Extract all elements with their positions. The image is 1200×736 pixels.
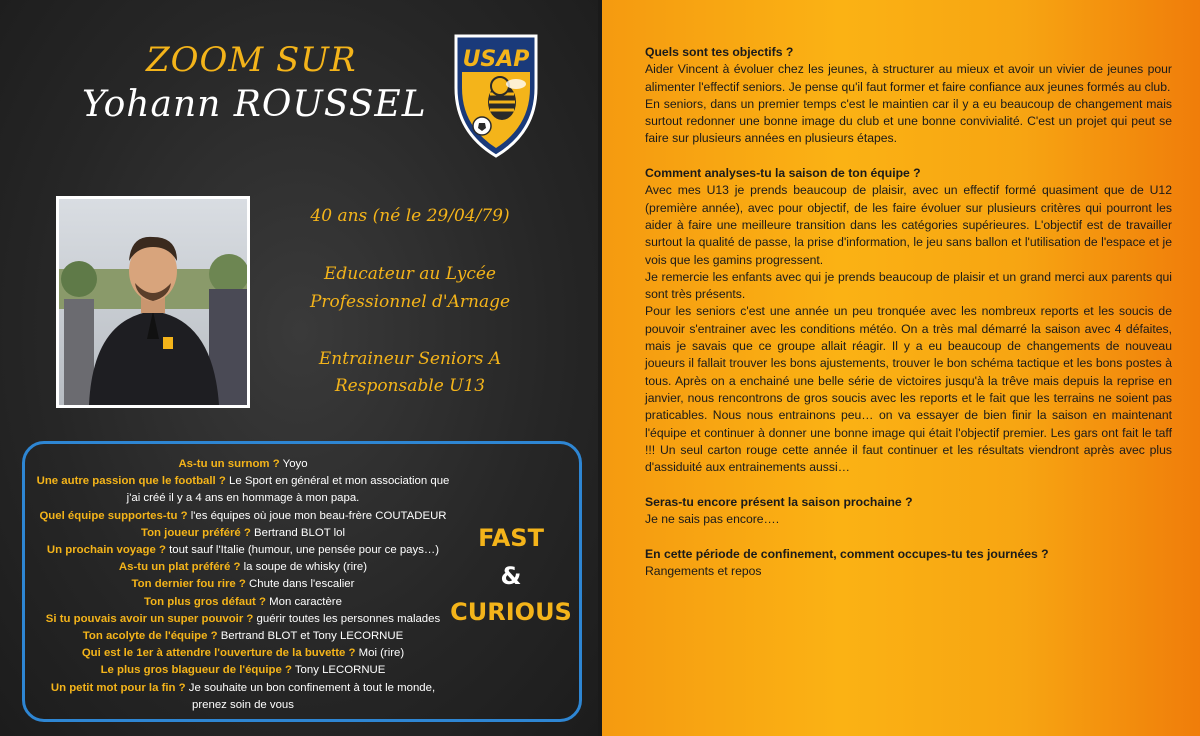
- interview-answer: En seniors, dans un premier temps c'est le maintien car il y a eu beaucoup de changement mais surtout redonner une bonne image du club et une bonne convivialité. C'est un projet qui peut se faire sur plusieurs années en plusieurs étapes.: [645, 96, 1172, 146]
- qa-question: Ton plus gros défaut ?: [144, 595, 266, 608]
- player-job-line1: Educateur au Lycée: [324, 264, 496, 284]
- fast-curious-list: [28, 456, 458, 714]
- qa-line: [28, 576, 458, 593]
- usap-logo: [450, 28, 542, 160]
- player-role-line2: Responsable U13: [334, 376, 486, 396]
- qa-question: Ton joueur préféré ?: [140, 526, 251, 539]
- interview-question: Seras-tu encore présent la saison prochaine ?: [645, 494, 913, 509]
- panel-divider: [598, 0, 602, 736]
- title-player-name: Yohann ROUSSEL: [82, 84, 427, 125]
- interview-answer: Pour les seniors c'est une année un peu tronquée avec les nombreux reports et les soucis de pouvoir s'entrainer avec les conditions météo. On a très mal démarré la saison avec 4 défaites, mais je savais que ce groupe allait réagir. Il y a eu beaucoup de changements de nouveau joueurs il fallait trouver les bons ajustements, trouver le bon schéma tactique et les bons postes à tous. Après on a enchainé une belle série de victoires jusqu'à la trêve mais depuis la reprise en janvier, nous rencontrons de gros soucis avec les reports et le fait que les terrains ne soient pas praticables. Nous nous entrainons peu… on va essayer de bien finir la saison en maintenant l'équipe et continuer à donner une bonne image qui était l'objectif premier. Les gars ont fait le taff !!! Un seul carton rouge cette année il faut continuer et les résultats viendront après avec plus d'assiduité aux entrainements aussi…: [645, 304, 1172, 475]
- interview-question: Comment analyses-tu la saison de ton équipe ?: [645, 166, 921, 181]
- interview-text: [645, 44, 1172, 580]
- qa-answer: guérir toutes les personnes malades: [253, 612, 441, 625]
- qa-question: Le plus gros blagueur de l'équipe ?: [100, 664, 292, 677]
- curious-word: CURIOUS: [450, 598, 572, 626]
- qa-answer: tout sauf l'Italie (humour, une pensée pour ce pays…): [165, 544, 440, 557]
- qa-question: As-tu un surnom ?: [178, 458, 280, 470]
- qa-answer: Mon caractère: [265, 595, 342, 608]
- qa-line: [28, 542, 458, 559]
- qa-question: Qui est le 1er à attendre l'ouverture de la buvette ?: [81, 647, 356, 660]
- qa-question: As-tu un plat préféré ?: [118, 561, 241, 574]
- qa-line: [28, 508, 458, 525]
- qa-line: [28, 697, 458, 714]
- player-job-line2: Professionnel d'Arnage: [309, 292, 511, 312]
- qa-line: [28, 525, 458, 542]
- qa-line: [28, 456, 458, 473]
- qa-question: Si tu pouvais avoir un super pouvoir ?: [45, 612, 254, 625]
- interview-question: En cette période de confinement, comment occupes-tu tes journées ?: [645, 546, 1049, 561]
- interview-answer: Aider Vincent à évoluer chez les jeunes, à structurer au mieux et avoir un vivier de jeunes pour alimenter l'effectif seniors. Je pense qu'il faut former et faire confiance aux jeunes formés au club.: [645, 62, 1172, 94]
- interview-question: Quels sont tes objectifs ?: [645, 45, 794, 59]
- qa-question: Un prochain voyage ?: [46, 544, 166, 557]
- qa-answer: Le Sport en général et mon association que: [225, 475, 450, 488]
- fast-word: FAST: [478, 524, 544, 552]
- title-zoom-sur: ZOOM SUR: [146, 40, 357, 80]
- qa-answer: Bertrand BLOT lol: [250, 526, 346, 539]
- qa-line: [28, 662, 458, 679]
- logo-text: USAP: [462, 47, 530, 72]
- qa-answer: Chute dans l'escalier: [245, 578, 355, 591]
- player-age: 40 ans (né le 29/04/79): [310, 206, 510, 226]
- qa-answer: Je souhaite un bon confinement à tout le monde,: [185, 681, 436, 694]
- qa-line: [28, 680, 458, 697]
- qa-question: Un petit mot pour la fin ?: [50, 681, 186, 694]
- qa-line: [28, 611, 458, 628]
- qa-answer: prenez soin de vous: [192, 698, 294, 711]
- player-photo: [56, 196, 250, 408]
- qa-line: [28, 628, 458, 645]
- qa-answer: l'es équipes où joue mon beau-frère COUTADEUR: [187, 509, 447, 522]
- qa-answer: Bertrand BLOT et Tony LECORNUE: [217, 630, 404, 643]
- qa-line: [28, 490, 458, 507]
- qa-line: [28, 594, 458, 611]
- qa-answer: la soupe de whisky (rire): [240, 561, 368, 574]
- fast-curious-heading: [448, 524, 574, 626]
- interview-answer: Je ne sais pas encore….: [645, 512, 780, 527]
- qa-answer: Moi (rire): [355, 647, 405, 660]
- interview-answer: Avec mes U13 je prends beaucoup de plaisir, avec un effectif formé quasiment que de U12 (première année), avec pour objectif, de les faire évoluer sur plusieurs critères qui pourront les aider à faire une meilleure transition dans les catégories supérieures. L'objectif est de travailler surtout la qualité de passe, la prise d'information, le jeu sans ballon et l'utilisation de l'espace et je vois que les gamins progressent.: [645, 183, 1172, 267]
- qa-answer: j'ai créé il y a 4 ans en hommage à mon papa.: [126, 492, 360, 505]
- qa-line: [28, 645, 458, 662]
- interview-answer: Rangements et repos: [645, 563, 762, 578]
- interview-answer: Je remercie les enfants avec qui je prends beaucoup de plaisir et un grand merci aux parents qui sont très présents.: [645, 269, 1172, 302]
- qa-line: [28, 559, 458, 576]
- qa-question: Ton acolyte de l'équipe ?: [82, 630, 218, 643]
- qa-line: [28, 473, 458, 490]
- ampersand: &: [500, 562, 522, 590]
- qa-question: Quel équipe supportes-tu ?: [39, 509, 188, 522]
- qa-answer: Tony LECORNUE: [291, 664, 386, 677]
- qa-answer: Yoyo: [279, 458, 308, 470]
- qa-question: Une autre passion que le football ?: [36, 475, 226, 488]
- player-role-line1: Entraineur Seniors A: [318, 349, 502, 369]
- qa-question: Ton dernier fou rire ?: [131, 578, 246, 591]
